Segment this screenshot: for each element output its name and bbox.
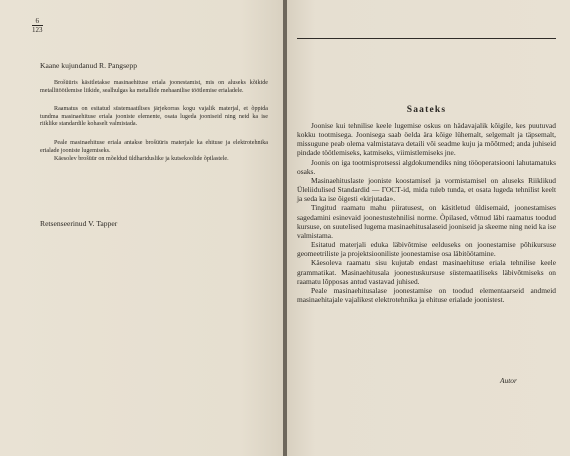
preface-author: Autor xyxy=(500,376,517,385)
catalog-code-numerator: 6 xyxy=(32,17,43,26)
abstract-text: Raamatus on esitatud süstemaatilises järjekorras kogu vajalik materjal, et õppida tundma masinaehituse eriala jooniste elemente, osata lugeda jooniseid ning neid ka ise riiklike standardile kohaselt valmistada. xyxy=(40,106,268,127)
cover-credit: Kaane kujundanud R. Pangsepp xyxy=(40,61,138,70)
catalog-code-denominator: 123 xyxy=(32,26,43,34)
preface-paragraph: Peale masinaehitusalase joonestamise on toodud elementaarseid andmeid masinaehitajale vajalikest elektrotehnika ja ehituse erialade joonistest. xyxy=(297,285,556,304)
reviewer-credit: Retsenseerinud V. Tapper xyxy=(40,219,118,228)
left-page xyxy=(0,0,283,456)
abstract-paragraph-4 xyxy=(40,156,268,164)
catalog-code xyxy=(32,17,43,34)
preface-paragraph: Esitatud materjali eduka läbivõtmise eelduseks on joonestamise põhikursuse geomeetriliste ja projektsiooniliste joonestamise osa läbitöötamine. xyxy=(297,240,556,259)
abstract-text: Brošüüris käsitletakse masinaehituse eriala joonestamist, mis on aluseks kõikide metallitöötlemise liikide, sealhulgas ka metallide mehaanilise töötlemise erialadele. xyxy=(40,80,268,94)
preface-body xyxy=(297,121,556,304)
abstract-paragraph-2 xyxy=(40,106,268,129)
abstract-text: Käesolev brošüür on mõeldud üldhariduslike ja kutsekoolide õpilastele. xyxy=(54,156,229,162)
header-rule xyxy=(297,38,556,39)
preface-paragraph: Joonis on iga tootmisprotsessi algdokumendiks ning tööoperatsiooni lahutamatuks osaks. xyxy=(297,157,556,176)
abstract-text: Peale masinaehituse eriala antakse brošüüris materjale ka ehituse ja elektrotehnika erialade jooniste lugemiseks. xyxy=(40,140,268,154)
preface-paragraph: Masinaehituslaste jooniste koostamisel ja vormistamisel on aluseks Riiklikud Üleliidulised Standardid — ГОСТ-id, mida tuleb tunda, et osata lugeda tehnilist keelt ja seda ka ise õigesti «kirjutada». xyxy=(297,175,556,204)
preface-paragraph: Tingitud raamatu mahu piiratusest, on käsitletud üldisemaid, joonestamises sagedamini esinevaid joonestustehnilisi norme. Õpilased, võtnud läbi raamatus toodud kursuse, on suutelised lugema masinaehitusalaseid jooniseid ja skeeme ning neid ka ise valmistama. xyxy=(297,203,556,240)
abstract-paragraph-3 xyxy=(40,140,268,155)
abstract-paragraph-1 xyxy=(40,80,268,95)
preface-title: Saateks xyxy=(406,105,447,115)
preface-paragraph: Käesoleva raamatu sisu kujutab endast masinaehituse eriala tehnilise keele grammatikat. Masinaehitusala joonestuskursuse süstemaatiliseks läbivõtmiseks on raamatu lõpposas antud vastavad juhised. xyxy=(297,258,556,286)
preface-paragraph: Joonise kui tehnilise keele lugemise oskus on hädavajalik kõigile, kes puutuvad kokku tootmisega. Joonisega saab öelda ära kõige lühemalt, selgemalt ja täpsemalt, missugune peab olema valmistatava detaili või seadme kuju ja mõõtmed; anda juhiseid pindade töötlemiseks, katmiseks, viimistlemiseks jne. xyxy=(297,121,556,158)
